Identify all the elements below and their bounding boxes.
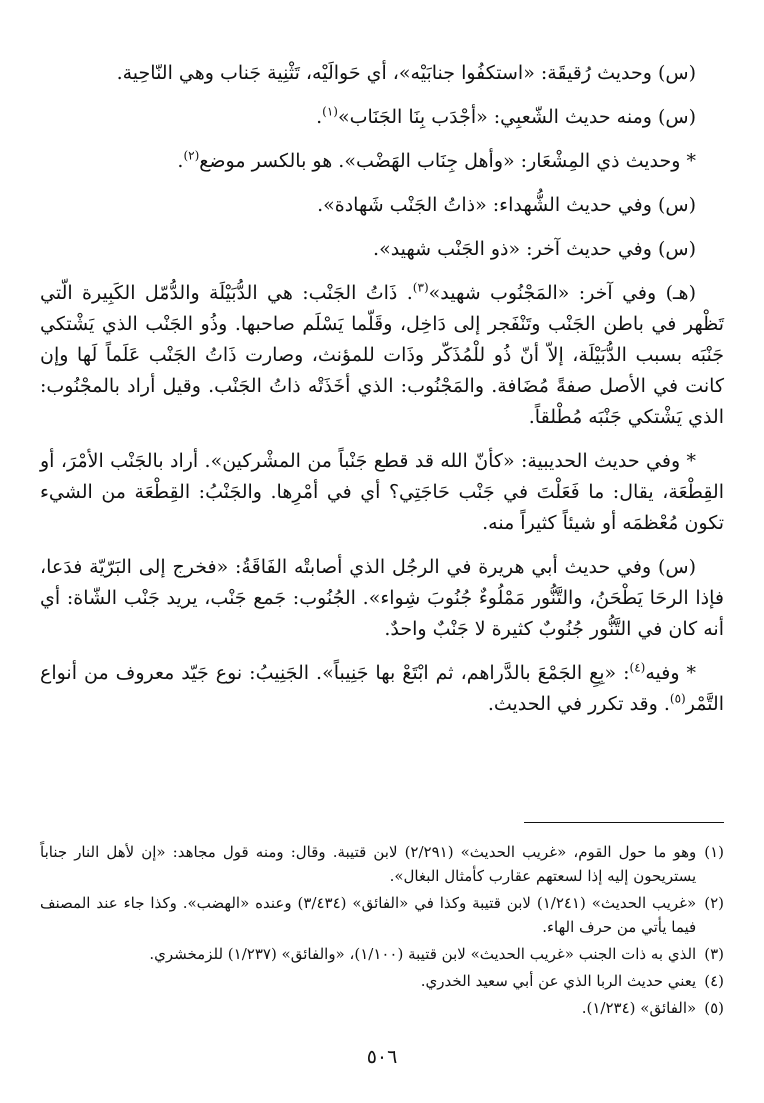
- footnote: [40, 840, 724, 888]
- footnote-number: (٣): [704, 945, 724, 963]
- footnote: [40, 969, 724, 993]
- footnote-divider: [524, 822, 724, 823]
- entry-4: (س) وفي حديث الشُّهداء: «ذاتُ الجَنْب شَهادة».: [317, 194, 696, 216]
- footnote-text: الذي به ذات الجنب «غريب الحديث» لابن قتيبة (١/١٠٠)، «والفائق» (١/٢٣٧) للزمخشري.: [149, 945, 697, 963]
- entry-3: * وحديث ذي المِشْعَار: «وأهل جِنَاب الهَضْب». هو بالكسر موضع$^{(٢)}$.: [177, 148, 696, 172]
- entry-5: (س) وفي حديث آخر: «ذو الجَنْب شهيد».: [373, 238, 696, 260]
- footnote-text: يعني حديث الربا الذي عن أبي سعيد الخدري.: [420, 972, 697, 990]
- footnote-ref[interactable]: (١): [322, 104, 338, 119]
- footnote-number: (٤): [704, 972, 724, 990]
- main-text: [40, 58, 724, 720]
- entry-9: * وفيه$^{(٤)}$: «بِعِ الجَمْعَ بالدَّراهم، ثم ابْتَعْ بها جَنِيباً». الجَنِيبُ: نوع جَيّد معروف من أنواع التَّمْر$^{(٥)}$. وقد تكرر في الحديث.: [40, 660, 724, 715]
- entry-8: (س) وفي حديث أبي هريرة في الرجُل الذي أصابتْه الفَاقَةُ: «فخرج إلى البَرّيّة فدَعا، فإذا الرحَا يَطْحَنُ، والتَّنُّور مَمْلُوءٌ جُنُوبَ شِواء». الجُنُوب: جَمع جَنْب، يريد جَنْب الشّاة: أي أنه كان في التَّنُّور جُنُوبٌ كثيرة لا جَنْبٌ واحدٌ.: [40, 556, 724, 640]
- footnote-ref[interactable]: (٥): [669, 691, 686, 706]
- entry-6: (هـ) وفي آخر: «المَجْنُوب شهيد»$^{(٣)}$. ذَاتُ الجَنْب: هي الدُّبَيْلَة والدُّمّل الكَبِيرة الّتي تَظْهر في باطن الجَنْب وتَنْفَجر إلى دَاخِل، وقَلّما يَسْلَم صاحبها. وذُو الجَنْب الذي يَشْتكي جَنْبَه بسبب الدُّبَيْلَة، إلاّ أنّ ذُو للْمُذَكّر وذَات للمؤنث، وصارت ذَاتُ الجَنْب عَلَماً لَها وإن كانت في الأصل صفةً مُضَافة. والمَجْنُوب: الذي أخَذَتْه ذاتُ الجَنْب. وقيل أراد بالمجْنُوب: الذي يَشْتكي جَنْبَه مُطْلقاً.: [40, 280, 724, 428]
- page-number: ٥٠٦: [366, 1046, 398, 1068]
- footnotes: [40, 840, 724, 1023]
- footnote-text: وهو ما حول القوم، «غريب الحديث» (٢/٢٩١) لابن قتيبة. وقال: ومنه قول مجاهد: «إن لأهل النار جناباً يستريحون إليه إذا لسعتهم عقارب كأمثال البغال».: [40, 843, 697, 885]
- entry-1: (س) وحديث رُقيقَة: «استكفُوا جنابَيْه»، أي حَوالَيْه، تَثْنِية جَناب وهي النّاحِية.: [116, 62, 696, 84]
- footnote: [40, 996, 724, 1020]
- footnote-ref[interactable]: (٤): [629, 660, 646, 675]
- footnote: [40, 891, 724, 939]
- footnote-ref[interactable]: (٢): [183, 148, 200, 163]
- footnote-number: (٥): [704, 999, 724, 1017]
- entry-7: * وفي حديث الحديبية: «كأنّ الله قد قطع جَنْباً من المشْركين». أراد بالجَنْب الأمْرَ، أو القِطْعَة، يقال: ما فَعَلْتَ في جَنْب حَاجَتِي؟ أي في أمْرِها. والجَنْبُ: القِطْعَة من الشيء تكون مُعْظمَه أو شيئاً كثيراً منه.: [40, 450, 724, 534]
- footnote-number: (١): [704, 843, 724, 861]
- footnote-number: (٢): [704, 894, 724, 912]
- footnote-text: «الفائق» (١/٢٣٤).: [581, 999, 697, 1017]
- entry-2: (س) ومنه حديث الشّعبِي: «أجْدَب بِنَا الجَنَاب»$^{(١)}$.: [316, 104, 696, 128]
- footnote: [40, 942, 724, 966]
- footnote-ref[interactable]: (٣): [412, 280, 429, 295]
- footnote-text: «غريب الحديث» (١/٢٤١) لابن قتيبة وكذا في «الفائق» (٣/٤٣٤) وعنده «الهضب». وكذا جاء عند المصنف فيما يأتي من حرف الهاء.: [40, 894, 697, 936]
